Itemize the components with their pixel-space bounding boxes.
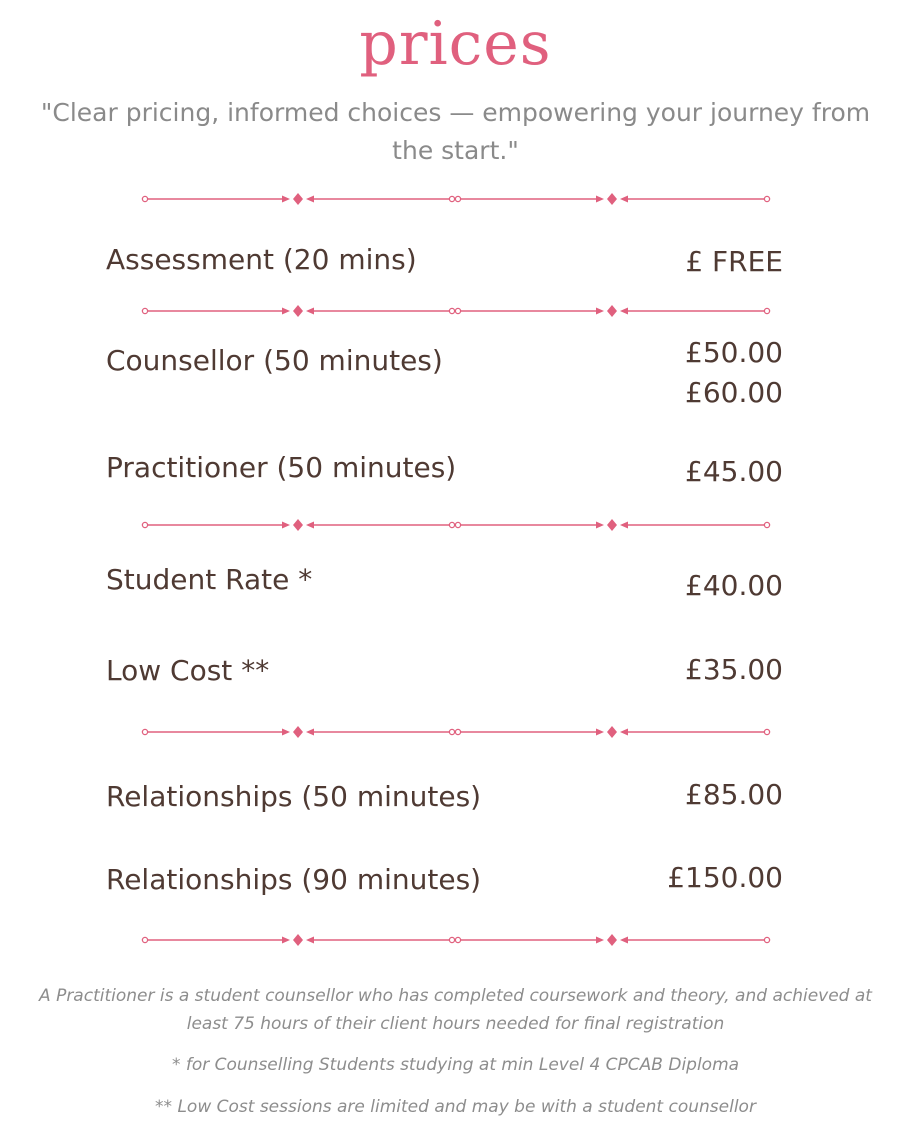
ornamental-divider-icon <box>140 722 772 742</box>
counsellor-label: Counsellor (50 minutes) <box>106 344 443 377</box>
divider-2 <box>140 301 772 321</box>
ornamental-divider-icon <box>140 930 772 950</box>
counsellor-price-1: £50.00 <box>685 336 783 369</box>
assessment-price: £ FREE <box>685 245 783 278</box>
ornamental-divider-icon <box>140 301 772 321</box>
relationships-90-label: Relationships (90 minutes) <box>106 863 482 896</box>
counsellor-price-2: £60.00 <box>685 376 783 409</box>
low-cost-label: Low Cost ** <box>106 654 270 687</box>
relationships-50-price: £85.00 <box>685 778 783 811</box>
divider-4 <box>140 722 772 742</box>
practitioner-price: £45.00 <box>685 455 783 488</box>
divider-1 <box>140 189 772 209</box>
ornamental-divider-icon <box>140 189 772 209</box>
student-label: Student Rate * <box>106 563 313 596</box>
student-note: * for Counselling Students studying at min Level 4 CPCAB Diploma <box>171 1055 740 1075</box>
practitioner-label: Practitioner (50 minutes) <box>106 451 457 484</box>
assessment-label: Assessment (20 mins) <box>106 243 417 276</box>
low-cost-price: £35.00 <box>685 653 783 686</box>
relationships-50-label: Relationships (50 minutes) <box>106 780 482 813</box>
ornamental-divider-icon <box>140 515 772 535</box>
tagline: "Clear pricing, informed choices — empowering your journey from the start." <box>40 98 871 165</box>
low-cost-note: ** Low Cost sessions are limited and may be with a student counsellor <box>155 1097 756 1117</box>
student-price: £40.00 <box>685 569 783 602</box>
divider-5 <box>140 930 772 950</box>
page-title: prices <box>359 9 552 79</box>
relationships-90-price: £150.00 <box>667 861 783 894</box>
practitioner-note: A Practitioner is a student counsellor who has completed coursework and theory, and achieved at least 75 hours of their client hours needed for final registration <box>39 986 872 1034</box>
divider-3 <box>140 515 772 535</box>
